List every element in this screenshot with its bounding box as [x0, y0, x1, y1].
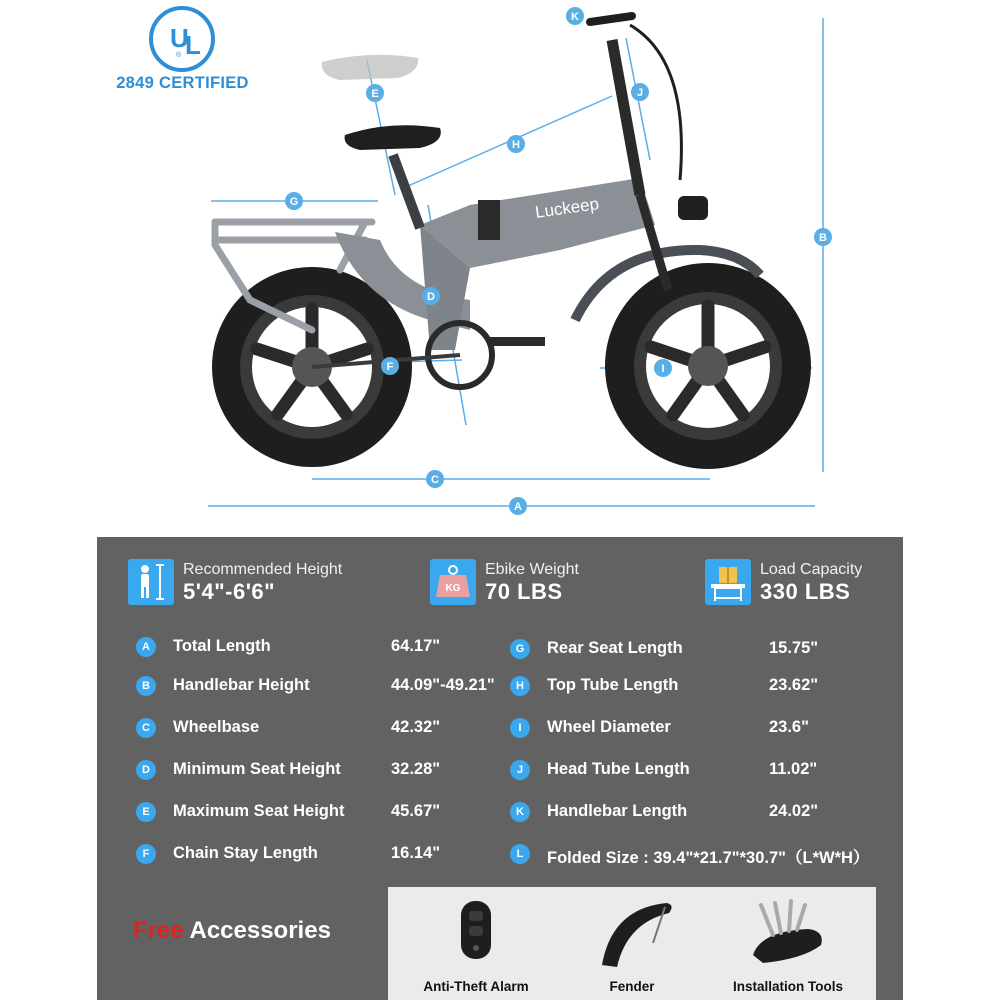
- spec-badge: I: [510, 718, 530, 738]
- spec-badge: G: [510, 639, 530, 659]
- stat-label: Recommended Height: [183, 561, 343, 578]
- accessory-label: Installation Tools: [732, 979, 843, 994]
- spec-badge: J: [510, 760, 530, 780]
- svg-text:U: U: [170, 23, 189, 53]
- svg-text:H: H: [512, 139, 520, 151]
- accessory-fender: [557, 887, 707, 1000]
- spec-value: 24.02": [769, 802, 819, 820]
- spec-label: Wheelbase: [173, 718, 260, 736]
- spec-label: Maximum Seat Height: [173, 802, 345, 820]
- svg-text:D: D: [427, 291, 435, 303]
- load-scale-icon: [705, 559, 751, 605]
- spec-badge: E: [136, 802, 156, 822]
- stat-value: 70 LBS: [485, 579, 563, 604]
- spec-badge: F: [136, 844, 156, 864]
- stat-label: Ebike Weight: [485, 561, 579, 578]
- spec-value: 42.32": [391, 718, 441, 736]
- spec-row-k: [510, 801, 900, 825]
- svg-text:A: A: [514, 501, 522, 513]
- spec-label: Total Length: [173, 637, 271, 655]
- marker-j: [631, 83, 649, 101]
- spec-row-h: [510, 675, 900, 699]
- headlight: [678, 196, 708, 220]
- accessory-label: Fender: [609, 979, 655, 994]
- spec-badge: B: [136, 676, 156, 696]
- seat: [345, 125, 441, 150]
- stat-value: 5'4"-6'6": [183, 579, 276, 604]
- spec-value: 23.6": [769, 718, 809, 736]
- multitool-icon: [713, 893, 863, 973]
- spec-row-g: [510, 638, 900, 662]
- marker-f: [381, 357, 399, 375]
- spec-label: Handlebar Length: [547, 802, 688, 820]
- marker-g: [285, 192, 303, 210]
- free-accessories-heading: [133, 917, 331, 945]
- marker-e: [366, 84, 384, 102]
- spec-row-l: [510, 843, 890, 867]
- spec-label: Wheel Diameter: [547, 718, 671, 736]
- spec-badge: D: [136, 760, 156, 780]
- bike-brand: Luckeep: [533, 194, 601, 222]
- stat-value: 330 LBS: [760, 579, 851, 604]
- svg-text:I: I: [661, 363, 665, 375]
- spec-row-f: [136, 843, 526, 867]
- spec-label: Top Tube Length: [547, 676, 679, 694]
- svg-text:L: L: [185, 30, 201, 60]
- spec-value: 15.75": [769, 639, 819, 657]
- spec-value: 45.67": [391, 802, 441, 820]
- alarm-remote-icon: [401, 893, 551, 973]
- spec-value: 64.17": [391, 637, 441, 655]
- spec-label: Head Tube Length: [547, 760, 690, 778]
- marker-d: [422, 287, 440, 305]
- accessories-strip: [388, 887, 876, 1000]
- front-wheel: [605, 263, 811, 469]
- spec-row-a: [136, 636, 526, 660]
- spec-row-j: [510, 759, 900, 783]
- height-person-icon: [128, 559, 174, 605]
- spec-badge: C: [136, 718, 156, 738]
- spec-value: 44.09"-49.21": [391, 676, 495, 694]
- spec-badge: L: [510, 844, 530, 864]
- spec-row-b: [136, 675, 526, 699]
- accessories-word: Accessories: [189, 917, 331, 944]
- svg-text:®: ®: [176, 52, 182, 59]
- marker-c: [426, 470, 444, 488]
- svg-text:J: J: [636, 87, 644, 99]
- spec-badge: A: [136, 637, 156, 657]
- spec-value: 23.62": [769, 676, 819, 694]
- seat-raised-ghost: [322, 55, 418, 80]
- weight-kg-icon: [430, 559, 476, 605]
- svg-text:E: E: [371, 88, 379, 100]
- spec-badge: K: [510, 802, 530, 822]
- spec-row-c: [136, 717, 526, 741]
- fender-icon: [557, 893, 707, 973]
- svg-text:KG: KG: [445, 583, 461, 594]
- svg-text:F: F: [386, 361, 394, 373]
- marker-h: [507, 135, 525, 153]
- marker-k: [566, 7, 584, 25]
- spec-badge: H: [510, 676, 530, 696]
- spec-value: 32.28": [391, 760, 441, 778]
- accessory-anti-theft-alarm: [401, 887, 551, 1000]
- marker-a: [509, 497, 527, 515]
- accessory-label: Anti-Theft Alarm: [423, 979, 529, 994]
- pedal: [490, 337, 545, 346]
- spec-panel: [97, 537, 903, 1000]
- spec-label: Rear Seat Length: [547, 639, 683, 657]
- svg-text:K: K: [571, 11, 579, 23]
- marker-i: [654, 359, 672, 377]
- accessory-installation-tools: [713, 887, 863, 1000]
- certification-text: 2849 CERTIFIED: [116, 74, 249, 92]
- spec-label: Folded Size : 39.4"*21.7"*30.7"（L*W*H）: [547, 849, 870, 867]
- spec-label: Chain Stay Length: [173, 844, 318, 862]
- spec-label: Handlebar Height: [173, 676, 310, 694]
- spec-row-i: [510, 717, 900, 741]
- svg-text:C: C: [431, 474, 439, 486]
- handlebar: [590, 16, 632, 22]
- free-word: Free: [133, 917, 184, 944]
- svg-text:G: G: [289, 196, 299, 208]
- spec-value: 11.02": [769, 760, 818, 778]
- marker-b: [814, 228, 832, 246]
- spec-label: Minimum Seat Height: [173, 760, 341, 778]
- spec-value: 16.14": [391, 844, 441, 862]
- spec-row-d: [136, 759, 526, 783]
- stat-label: Load Capacity: [760, 561, 863, 578]
- svg-text:B: B: [819, 232, 827, 244]
- spec-row-e: [136, 801, 526, 825]
